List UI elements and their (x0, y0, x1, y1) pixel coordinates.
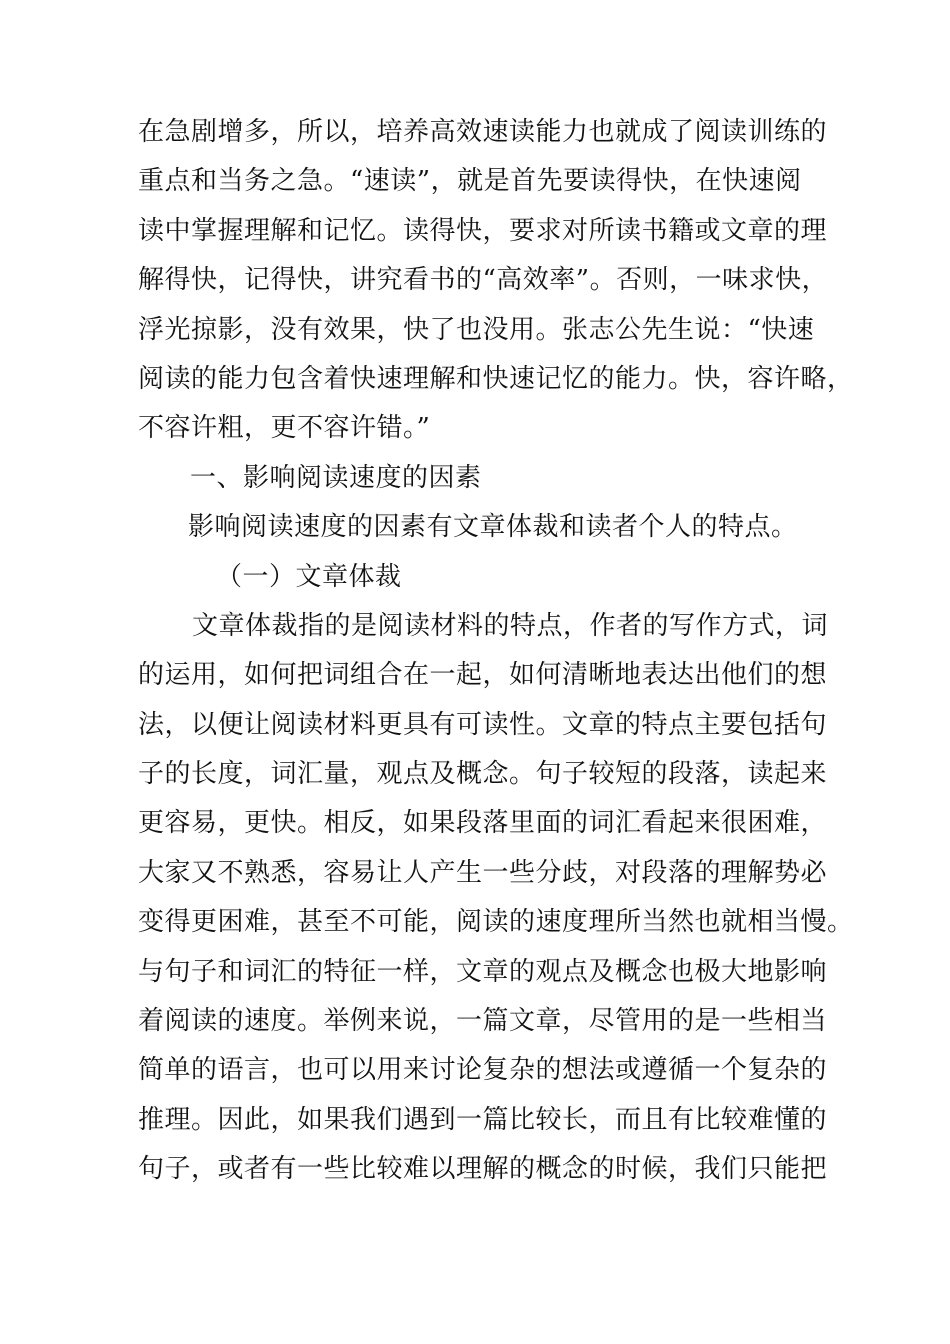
text-line: 大家又不熟悉，容易让人产生一些分歧，对段落的理解势必 (138, 857, 828, 888)
text-line: 句子，或者有一些比较难以理解的概念的时候，我们只能把 (138, 1154, 828, 1185)
text-line: 推理。因此，如果我们遇到一篇比较长，而且有比较难懂的 (138, 1104, 828, 1135)
text-line: 重点和当务之急。“速读”，就是首先要读得快，在快速阅 (138, 166, 802, 197)
text-line: 法，以便让阅读材料更具有可读性。文章的特点主要包括句 (138, 709, 828, 740)
text-line: 浮光掠影，没有效果，快了也没用。张志公先生说：“快速 (138, 314, 815, 345)
document-page (138, 108, 854, 1195)
text-line: 简单的语言，也可以用来讨论复杂的想法或遵循一个复杂的 (138, 1055, 828, 1086)
text-line: 在急剧增多，所以，培养高效速读能力也就成了阅读训练的 (138, 117, 828, 147)
text-line: 文章体裁指的是阅读材料的特点，作者的写作方式，词 (192, 610, 829, 641)
text-line: 阅读的能力包含着快速理解和快速记忆的能力。快，容许略， (138, 363, 854, 394)
text-line: 变得更困难，甚至不可能，阅读的速度理所当然也就相当慢。 (138, 907, 854, 938)
text-line: 不容许粗，更不容许错。” (138, 413, 431, 444)
text-line: 与句子和词汇的特征一样，文章的观点及概念也极大地影响 (138, 956, 828, 987)
text-line: 读中掌握理解和记忆。读得快，要求对所读书籍或文章的理 (138, 215, 828, 246)
text-line: 影响阅读速度的因素有文章体裁和读者个人的特点。 (188, 512, 798, 543)
text-line: 更容易，更快。相反，如果段落里面的词汇看起来很困难， (138, 808, 828, 839)
section-heading: 一、影响阅读速度的因素 (190, 462, 482, 493)
text-line: 解得快，记得快，讲究看书的“高效率”。否则，一味求快， (138, 265, 829, 296)
text-line: 着阅读的速度。举例来说，一篇文章，尽管用的是一些相当 (138, 1006, 828, 1037)
text-line: 的运用，如何把词组合在一起，如何清晰地表达出他们的想 (138, 660, 828, 691)
text-line: 子的长度，词汇量，观点及概念。句子较短的段落，读起来 (138, 759, 828, 790)
subsection-heading: （一）文章体裁 (216, 561, 402, 592)
